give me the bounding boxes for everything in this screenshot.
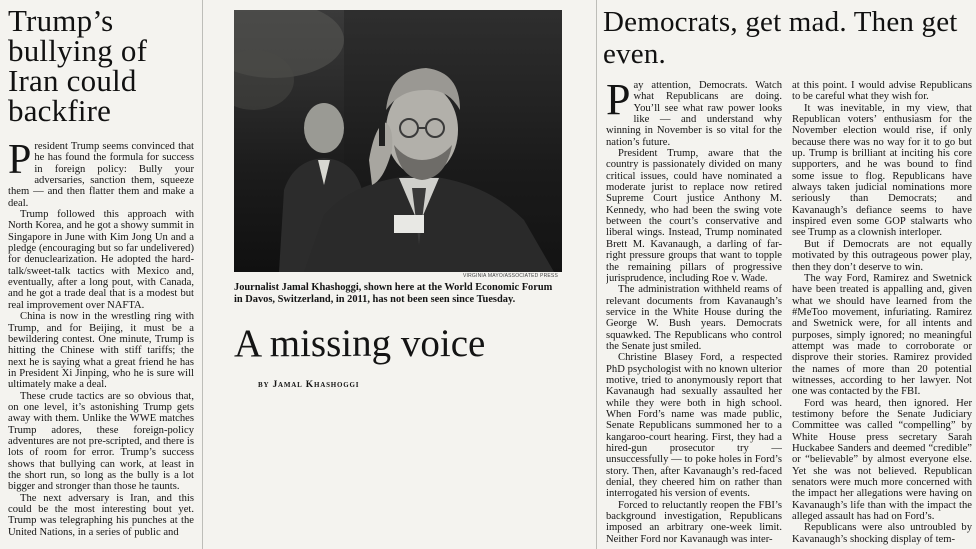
left-paragraph-1: President Trump seems convinced that he has found the formula for success in foreign policy: Bully your adversaries, sanction them, squeeze them — and then flatter them and make a deal.: [8, 137, 194, 209]
column-rule-left: [202, 0, 203, 549]
right-b-paragraph-1: at this point. I would advise Republicans to be careful what they wish for.: [792, 80, 972, 103]
right-headline-block: [603, 0, 973, 70]
left-paragraph-2: Trump followed this approach with North Korea, and he got a showy summit in Singapore in June with Kim Jong Un and a pledge (encouraging but so far undelivered) for denuclearization. He adopted the hard-talk/sweet-talk tactics with Mexico and, eventually, after a long pout, with Canada, and he got a trade deal that is a modest but real improvement over NAFTA.: [8, 209, 194, 311]
right-b-paragraph-6: Republicans were also untroubled by Kavanaugh’s shocking display of tem-: [792, 522, 972, 545]
byline: by Jamal Khashoggi: [258, 380, 360, 390]
right-b-paragraph-3: But if Democrats are not equally motivated by this outrageous power play, then they don’t deserve to win.: [792, 238, 972, 273]
right-b-paragraph-4: The way Ford, Ramirez and Swetnick have been treated is appalling and, given what we should have learned from the #MeToo movement, infuriating. Ramirez and Swetnick were, for all intents and purposes, simply ignored; no meaningful attempt was made to corroborate or disprove their stories. Ramirez provided the names of more than 20 potential witnesses, according to her lawyer. Not one was contacted by the FBI.: [792, 272, 972, 398]
left-paragraph-4: These crude tactics are so obvious that, on one level, it’s astonishing Trump gets away with them. Unlike the WWE matches Trump adores, these foreign-policy adventures are not pre-scripted, and there is lots of room for error. Trump’s success shows that bullying can work, at least in the short run, so long as the bully is a lot bigger and stronger than those he taunts.: [8, 390, 194, 493]
right-column-b: [792, 80, 972, 549]
left-dropcap: P: [8, 137, 32, 183]
photo-credit: VIRGINIA MAYO/ASSOCIATED PRESS: [462, 273, 558, 279]
khashoggi-photo: [234, 10, 562, 272]
left-headline: Trump’s bullying of Iran could backfire: [8, 3, 148, 128]
left-paragraph-5: The next adversary is Iran, and this could be the most interesting bout yet. Trump was telegraphing his punches at the United Nations, in a series of public and: [8, 492, 194, 538]
right-a-paragraph-5: Forced to reluctantly reopen the FBI’s background investigation, Republicans imposed an arbitrary one-week limit. Neither Ford nor Kavanaugh was inter-: [606, 499, 782, 545]
right-column-a: [606, 80, 782, 549]
center-headline: A missing voice: [234, 322, 486, 365]
right-a-paragraph-1: Pay attention, Democrats. Watch what Republicans are doing. You’ll see what raw power looks like — and understand why winning in November is so vital for the nation’s future.: [606, 80, 782, 148]
left-body: [8, 137, 194, 538]
right-b-paragraph-2: It was inevitable, in my view, that Republican voters’ enthusiasm for the November election would rise, if only because there was no way for it to go but up. Trump is brilliant at inciting his core supporters, and he was bound to find some issue to flog. Republicans have always taken judicial nominations more seriously than Democrats; and Kavanaugh’s defiance seems to have inspired even some GOP stalwarts who see Trump as a clownish interloper.: [792, 102, 972, 239]
photo-caption: Journalist Jamal Khashoggi, shown here at the World Economic Forum in Davos, Switzerland, in 2011, has not been seen since Tuesday.: [234, 282, 553, 305]
column-rule-right: [596, 0, 597, 549]
right-headline: Democrats, get mad. Then get even.: [603, 6, 958, 70]
right-dropcap: P: [606, 80, 631, 124]
right-a-paragraph-3: The administration withheld reams of relevant documents from Kavanaugh’s service in the White House during the George W. Bush years. Democrats squawked. The Republicans who control the Senate just smiled.: [606, 284, 782, 352]
right-a-paragraph-4: Christine Blasey Ford, a respected PhD psychologist with no known ulterior motive, tried to anonymously report that Kavanaugh had sexually assaulted her while they were both in high school. When Ford’s name was made public, Senate Republicans summoned her to a kangaroo-court hearing. First, they had a hired-gun prosecutor try — unsuccessfully — to poke holes in Ford’s story. Then, after Kavanaugh’s red-faced denial, they cheered him on rather than interrogated his version of events.: [606, 352, 782, 500]
right-a-paragraph-2: President Trump, aware that the country is passionately divided on many critical issues, could have nominated a moderate jurist to replace now retired Supreme Court justice Anthony M. Kennedy, who had been the swing vote between the court’s conservative and liberal wings. Instead, Trump nominated Brett M. Kavanaugh, a darling of far-right pressure groups that want to topple the remaining pillars of progressive jurisprudence, including Roe v. Wade.: [606, 148, 782, 284]
left-article: [8, 0, 194, 549]
center-article: [234, 0, 562, 549]
right-b-paragraph-5: Ford was heard, then ignored. Her testimony before the Senate Judiciary Committee was called “compelling” by White House press secretary Sarah Huckabee Sanders and deemed “credible” or “believable” by almost everyone else. Yet she was not believed. Republican senators were much more concerned with the impact her allegations were having on Kavanaugh’s life than with the impact the alleged assault has had on Ford’s.: [792, 397, 972, 523]
left-paragraph-3: China is now in the wrestling ring with Trump, and for Beijing, it must be a bewildering contest. One minute, Trump is hitting the Chinese with stiff tariffs; the next he is saying what a great friend he has in President Xi Jinping, who he is sure will ultimately make a deal.: [8, 311, 194, 391]
